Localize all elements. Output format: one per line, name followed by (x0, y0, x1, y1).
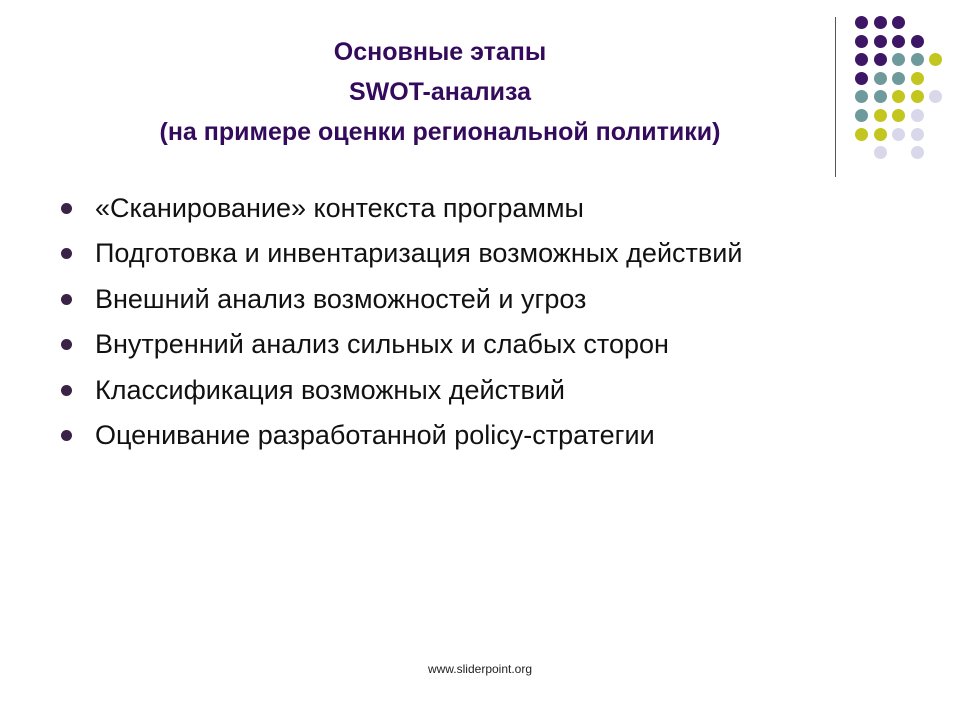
decorative-dot (855, 53, 868, 66)
bullet-item (58, 277, 742, 322)
decorative-dot (892, 90, 905, 103)
bullet-text: Внешний анализ возможностей и угроз (95, 283, 587, 314)
bullet-marker (61, 430, 72, 441)
decorative-dot (855, 128, 868, 141)
bullet-text: Классификация возможных действий (95, 374, 565, 405)
decorative-dot (892, 128, 905, 141)
bullet-item (58, 322, 742, 367)
decorative-dot (874, 35, 887, 48)
decorative-dot (911, 90, 924, 103)
decorative-dot (911, 109, 924, 122)
decorative-dot (892, 109, 905, 122)
decorative-dot (892, 16, 905, 29)
decorative-dot (911, 146, 924, 159)
decorative-dot (874, 53, 887, 66)
bullet-text: Подготовка и инвентаризация возможных действий (95, 238, 743, 269)
bullet-item (58, 368, 742, 413)
bullet-text: «Сканирование» контекста программы (95, 193, 584, 223)
bullet-text: Внутренний анализ сильных и слабых сторон (95, 329, 669, 360)
slide-title (40, 32, 840, 152)
decorative-dot (874, 16, 887, 29)
title-line-3: (на примере оценки региональной политики) (159, 118, 721, 146)
footer-url: www.sliderpoint.org (427, 662, 533, 676)
decorative-dot (929, 53, 942, 66)
decorative-dot (911, 53, 924, 66)
decorative-dot (874, 72, 887, 85)
decorative-dot (892, 35, 905, 48)
decorative-dot (855, 16, 868, 29)
decorative-dot (892, 72, 905, 85)
decorative-dot (874, 109, 887, 122)
decorative-dot (874, 90, 887, 103)
decorative-dot (855, 72, 868, 85)
bullet-text: Оценивание разработанной policy-стратегии (95, 419, 655, 450)
decorative-dot (911, 72, 924, 85)
bullet-item (58, 231, 742, 276)
bullet-marker (61, 294, 72, 305)
bullet-list (58, 186, 742, 458)
decorative-dot (929, 90, 942, 103)
decorative-dot (911, 35, 924, 48)
bullet-item (58, 186, 742, 231)
bullet-marker (61, 339, 72, 350)
decorative-dot (855, 109, 868, 122)
decorative-dot (855, 35, 868, 48)
title-line-2: SWOT-анализа (348, 78, 532, 106)
decorative-dot (874, 128, 887, 141)
decorative-dot (855, 90, 868, 103)
bullet-marker (61, 385, 72, 396)
decorative-divider (835, 17, 836, 177)
bullet-marker (61, 203, 72, 214)
decorative-dot (874, 146, 887, 159)
decorative-dot (892, 53, 905, 66)
bullet-item (58, 413, 742, 458)
bullet-marker (61, 248, 72, 259)
decorative-dot (911, 128, 924, 141)
title-line-1: Основные этапы (333, 38, 547, 66)
